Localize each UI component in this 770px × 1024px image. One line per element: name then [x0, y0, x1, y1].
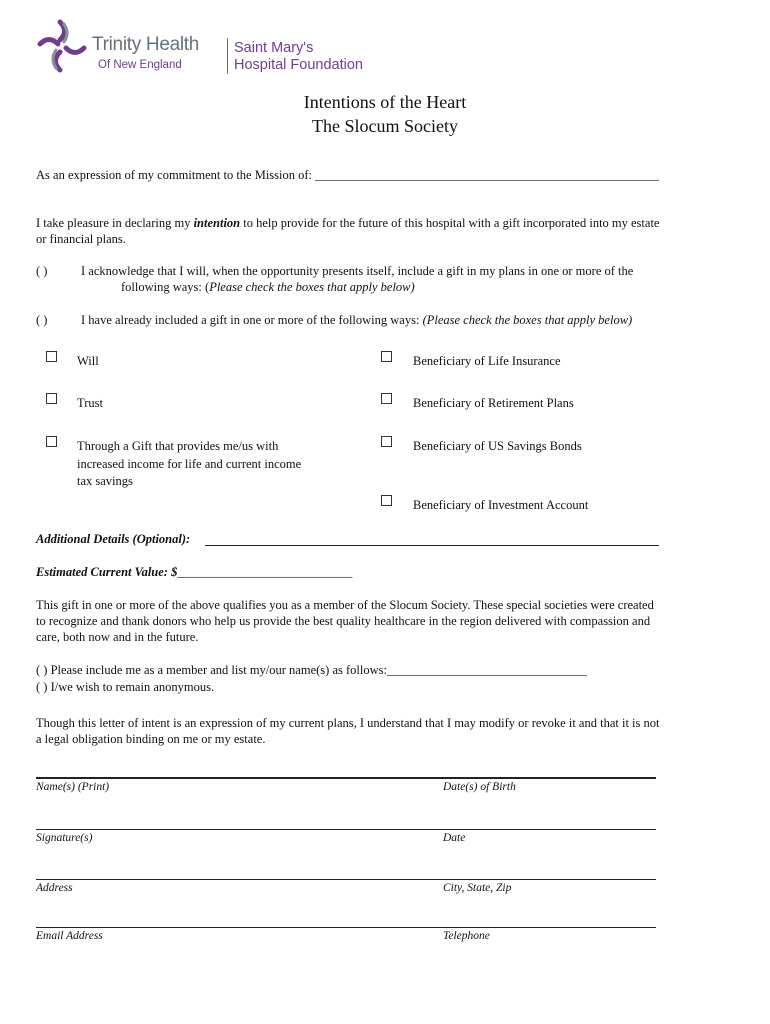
listing-option-2[interactable]	[36, 679, 214, 695]
listing-option-2-mark[interactable]: ( )	[36, 680, 48, 694]
listing-option-1-blank[interactable]: ________________________________	[386, 663, 587, 677]
checkbox-trust-label: Trust	[77, 396, 103, 410]
signature-line-4[interactable]	[36, 927, 656, 928]
telephone-label: Telephone	[443, 930, 490, 942]
option-1-mark[interactable]: ( )	[36, 264, 48, 278]
checkbox-life-insurance[interactable]	[381, 351, 392, 362]
checkbox-investment-account[interactable]	[381, 495, 392, 506]
checkbox-will[interactable]	[46, 351, 57, 362]
membership-para-line1: This gift in one or more of the above qualifies you as a member of the Slocum Society. These special societies were created	[36, 598, 654, 612]
checkbox-gift-income-label-2: increased income for life and current income	[77, 457, 302, 471]
estimated-value-label: Estimated Current Value: $	[36, 565, 178, 579]
city-state-zip-label: City, State, Zip	[443, 882, 512, 894]
listing-option-1-text: Please include me as a member and list my/our name(s) as follows:	[50, 663, 387, 677]
checkbox-will-label: Will	[77, 354, 99, 368]
checkbox-retirement-plans[interactable]	[381, 393, 392, 404]
date-label: Date	[443, 832, 466, 844]
signature-line-2[interactable]	[36, 829, 656, 830]
estimated-value-row[interactable]	[36, 564, 352, 580]
listing-option-1-mark[interactable]: ( )	[36, 663, 48, 677]
additional-details-label: Additional Details (Optional):	[36, 532, 191, 546]
email-address-label: Email Address	[36, 930, 103, 942]
closing-para-line2: a legal obligation binding on me or my estate.	[36, 732, 266, 746]
signature-line-3[interactable]	[36, 879, 656, 880]
checkbox-life-insurance-label: Beneficiary of Life Insurance	[413, 354, 561, 368]
intention-paragraph-line2: or financial plans.	[36, 232, 126, 246]
cross-logo-icon	[36, 18, 88, 74]
org-name: Trinity Health	[92, 34, 200, 55]
address-label: Address	[36, 882, 73, 894]
foundation-line2: Hospital Foundation	[234, 57, 363, 73]
logo	[36, 18, 396, 76]
page-title: Intentions of the Heart	[303, 92, 467, 112]
option-1-line2-prefix: following ways: (	[121, 280, 210, 294]
date-of-birth-label: Date(s) of Birth	[443, 781, 516, 793]
checkbox-gift-income-label-3: tax savings	[77, 474, 133, 488]
signature-line-1[interactable]	[36, 777, 656, 779]
checkbox-gift-income-label-1: Through a Gift that provides me/us with	[77, 439, 279, 453]
listing-option-2-text: I/we wish to remain anonymous.	[50, 680, 215, 694]
mission-line[interactable]: As an expression of my commitment to the Mission of: _______________________________________________________	[36, 168, 659, 182]
option-1-line2	[121, 279, 415, 295]
intention-prefix: I take pleasure in declaring my	[36, 216, 194, 230]
option-2-text: I have already included a gift in one or more of the following ways:	[81, 313, 423, 327]
org-subname: Of New England	[98, 59, 182, 71]
option-1-line1: I acknowledge that I will, when the opportunity presents itself, include a gift in my plans in one or more of the	[81, 264, 634, 278]
checkbox-investment-account-label: Beneficiary of Investment Account	[413, 498, 589, 512]
listing-option-1[interactable]	[36, 662, 587, 678]
name-print-label: Name(s) (Print)	[36, 781, 110, 793]
membership-para-line2: to recognize and thank donors who help us provide the best quality healthcare in the region delivered with compassion and	[36, 614, 651, 628]
intention-bold-word: intention	[193, 216, 241, 230]
signature-label: Signature(s)	[36, 832, 93, 844]
checkbox-savings-bonds-label: Beneficiary of US Savings Bonds	[413, 439, 582, 453]
page-subtitle: The Slocum Society	[312, 116, 458, 136]
checkbox-trust[interactable]	[46, 393, 57, 404]
intention-suffix: to help provide for the future of this hospital with a gift incorporated into my estate	[240, 216, 660, 230]
option-2-italic: (Please check the boxes that apply below)	[422, 313, 633, 327]
option-1-line2-italic: Please check the boxes that apply below)	[209, 280, 415, 294]
additional-details-field[interactable]	[205, 545, 659, 546]
option-2-mark[interactable]: ( )	[36, 313, 48, 327]
option-2-line1	[81, 312, 632, 328]
checkbox-gift-income[interactable]	[46, 436, 57, 447]
checkbox-retirement-plans-label: Beneficiary of Retirement Plans	[413, 396, 574, 410]
intention-paragraph-line1	[36, 215, 659, 231]
closing-para-line1: Though this letter of intent is an expression of my current plans, I understand that I may modify or revoke it and that it is not	[36, 716, 660, 730]
logo-divider	[227, 38, 228, 74]
estimated-value-blank: ____________________________	[177, 565, 353, 579]
foundation-line1: Saint Mary's	[234, 40, 314, 56]
membership-para-line3: care, both now and in the future.	[36, 630, 199, 644]
checkbox-savings-bonds[interactable]	[381, 436, 392, 447]
